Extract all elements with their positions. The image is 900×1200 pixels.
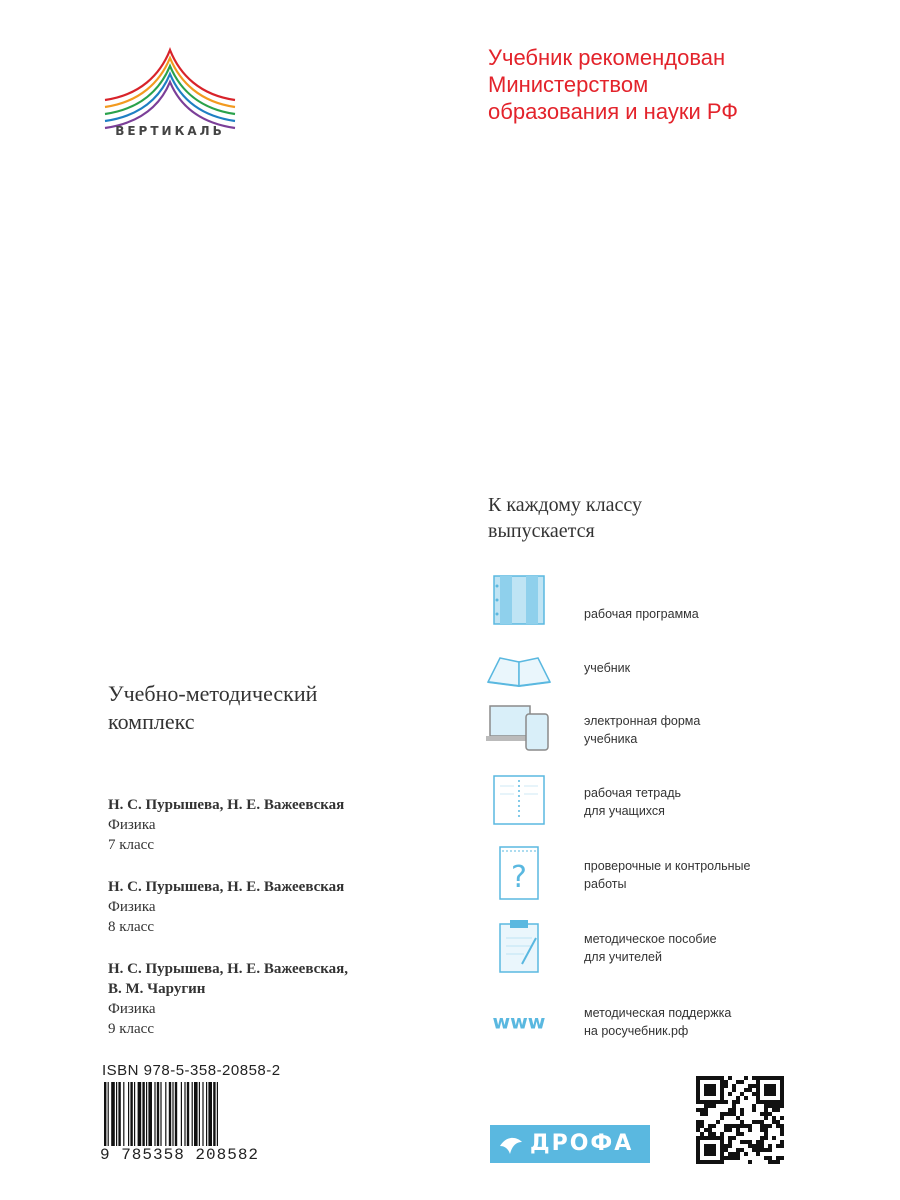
book-grade: 8 класс [108, 919, 154, 935]
publisher-logo [490, 1125, 650, 1163]
logo-text: ВЕРТИКАЛЬ [115, 124, 225, 138]
series-title-line: выпускается [488, 520, 595, 542]
recommendation-text [488, 44, 868, 125]
open-book-icon [486, 642, 552, 698]
series-item-label-line: методическое пособие [584, 932, 717, 946]
book-entry-9 [108, 959, 428, 1039]
series-item-label [584, 857, 824, 893]
series-item-label: рабочая программа [584, 607, 699, 621]
series-item-teacher-guide [486, 918, 846, 978]
barcode-digits: 9 785358 208582 [100, 1146, 260, 1164]
book-authors: В. М. Чаругин [108, 981, 206, 997]
recommendation-line: Учебник рекомендован [488, 45, 726, 70]
series-item-label [584, 784, 824, 820]
barcode [104, 1082, 294, 1150]
laptop-tablet-icon [486, 700, 552, 756]
series-item-label: учебник [584, 661, 631, 675]
isbn-label: ISBN 978-5-358-20858-2 [102, 1062, 281, 1079]
book-subject: Физика [108, 1001, 156, 1017]
clipboard-pen-icon [486, 918, 552, 974]
umk-title [108, 680, 428, 736]
book-authors: Н. С. Пурышева, Н. Е. Важеевская, [108, 961, 349, 977]
series-item-label [584, 712, 824, 748]
book-subject: Физика [108, 817, 156, 833]
series-item-online-support [486, 992, 846, 1052]
series-item-label-line: работы [584, 877, 627, 891]
series-title [488, 492, 788, 544]
umk-title-line: комплекс [108, 709, 195, 734]
notebook-icon [486, 772, 552, 828]
series-item-program [486, 572, 846, 632]
publisher-name: ДРОФА [530, 1131, 634, 1156]
umk-title-line: Учебно-методический [108, 681, 318, 706]
book-grade: 7 класс [108, 837, 154, 853]
series-item-eform [486, 700, 846, 760]
series-item-label-line: методическая поддержка [584, 1006, 732, 1020]
svg-text:?: ? [511, 860, 527, 895]
series-item-label [584, 1004, 824, 1040]
book-entry-8 [108, 877, 428, 937]
www-icon-text: www [492, 1010, 546, 1034]
recommendation-line: Министерством [488, 72, 649, 97]
series-item-label-line: для учащихся [584, 804, 665, 818]
book-entry-7 [108, 795, 428, 855]
series-item-label-line: учебника [584, 732, 638, 746]
book-authors: Н. С. Пурышева, Н. Е. Важеевская [108, 879, 345, 895]
series-item-label-line: на росучебник.рф [584, 1024, 689, 1038]
series-item-label-line: для учителей [584, 950, 662, 964]
series-title-line: К каждому классу [488, 494, 642, 516]
series-item-textbook [486, 642, 846, 702]
book-authors: Н. С. Пурышева, Н. Е. Важеевская [108, 797, 345, 813]
publisher-bird-icon [498, 1132, 524, 1156]
book-grade: 9 класс [108, 1021, 154, 1037]
series-item-label [584, 930, 824, 966]
series-item-label-line: рабочая тетрадь [584, 786, 682, 800]
question-sheet-icon [486, 845, 552, 901]
qr-code-icon [696, 1076, 784, 1164]
program-folder-icon [486, 572, 552, 628]
recommendation-line: образования и науки РФ [488, 99, 738, 124]
series-item-tests [486, 845, 846, 905]
book-subject: Физика [108, 899, 156, 915]
series-item-label-line: проверочные и контрольные [584, 859, 751, 873]
series-item-label-line: электронная форма [584, 714, 701, 728]
www-icon [486, 992, 552, 1048]
series-item-workbook [486, 772, 846, 832]
